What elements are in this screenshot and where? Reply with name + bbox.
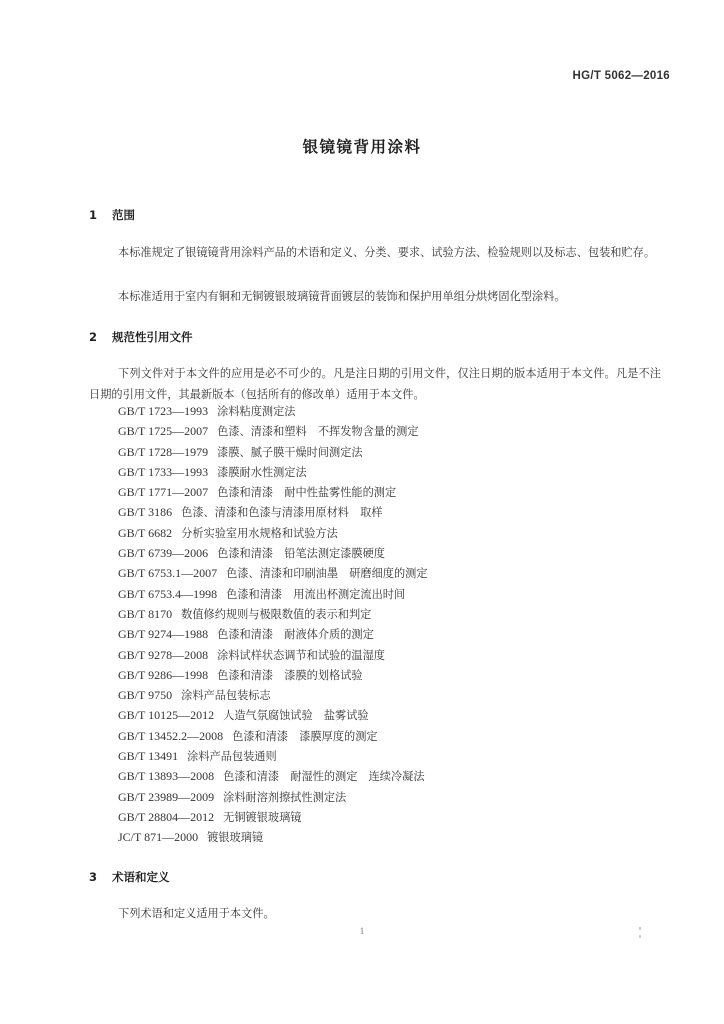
- reference-code: GB/T 6682: [118, 525, 173, 540]
- reference-item: [118, 584, 428, 604]
- reference-code: GB/T 28804—2012: [118, 809, 215, 824]
- reference-item: [118, 766, 428, 786]
- reference-code: GB/T 9750: [118, 688, 173, 703]
- scan-artifact: [639, 926, 641, 940]
- reference-code: GB/T 6753.4—1998: [118, 586, 218, 601]
- reference-title: 漆膜耐水性测定法: [217, 465, 307, 479]
- reference-item: [118, 685, 428, 705]
- section-number: 3: [89, 870, 98, 884]
- reference-item: [118, 726, 428, 746]
- reference-title: 涂料产品包装标志: [181, 689, 271, 703]
- reference-code: GB/T 6753.1—2007: [118, 566, 218, 581]
- reference-code: GB/T 1725—2007: [118, 424, 209, 439]
- reference-code: JC/T 871—2000: [118, 830, 199, 845]
- reference-code: GB/T 13893—2008: [118, 769, 215, 784]
- reference-code: GB/T 10125—2012: [118, 708, 215, 723]
- reference-item: [118, 645, 428, 665]
- reference-item: [118, 502, 428, 522]
- reference-title: 色漆、清漆和色漆与清漆用原材料 取样: [181, 506, 383, 520]
- scope-paragraph-1: 本标准规定了银镜镜背用涂料产品的术语和定义、分类、要求、试验方法、检验规则以及标志、包装和贮存。: [118, 246, 656, 259]
- reference-code: GB/T 8170: [118, 606, 173, 621]
- reference-item: [118, 401, 428, 421]
- reference-title: 色漆、清漆和塑料 不挥发物含量的测定: [217, 425, 419, 439]
- reference-title: 色漆和清漆 用流出杯测定流出时间: [226, 587, 406, 601]
- section-title: 范围: [112, 208, 135, 222]
- reference-list: [118, 401, 428, 848]
- reference-title: 涂料耐溶剂擦拭性测定法: [223, 790, 347, 804]
- reference-item: [118, 787, 428, 807]
- reference-title: 色漆、清漆和印刷油墨 研磨细度的测定: [226, 567, 428, 581]
- reference-code: GB/T 1733—1993: [118, 464, 209, 479]
- reference-item: [118, 746, 428, 766]
- document-code: HG/T 5062—2016: [572, 70, 670, 82]
- section-3-heading: [89, 869, 170, 885]
- reference-title: 涂料产品包装通则: [187, 750, 277, 764]
- terms-intro-paragraph: 下列术语和定义适用于本文件。: [118, 907, 275, 920]
- reference-item: [118, 604, 428, 624]
- section-title: 术语和定义: [112, 870, 170, 884]
- section-title: 规范性引用文件: [112, 330, 193, 344]
- section-number: 2: [89, 330, 98, 344]
- reference-code: GB/T 1771—2007: [118, 485, 209, 500]
- reference-title: 色漆和清漆 漆膜厚度的测定: [232, 729, 378, 743]
- reference-code: GB/T 9274—1988: [118, 627, 209, 642]
- reference-item: [118, 807, 428, 827]
- reference-title: 漆膜、腻子膜干燥时间测定法: [217, 445, 363, 459]
- reference-item: [118, 665, 428, 685]
- page-number: 1: [359, 926, 365, 936]
- scope-paragraph-2: 本标准适用于室内有铜和无铜镀银玻璃镜背面镀层的装饰和保护用单组分烘烤固化型涂料。: [118, 290, 566, 303]
- reference-item: [118, 543, 428, 563]
- reference-title: 涂料粘度测定法: [217, 405, 296, 418]
- reference-code: GB/T 3186: [118, 505, 173, 520]
- reference-code: GB/T 6739—2006: [118, 546, 209, 561]
- reference-item: [118, 462, 428, 482]
- reference-item: [118, 705, 428, 725]
- reference-item: [118, 827, 428, 847]
- reference-item: [118, 421, 428, 441]
- reference-title: 色漆和清漆 耐湿性的测定 连续冷凝法: [223, 770, 425, 784]
- reference-item: [118, 442, 428, 462]
- section-number: 1: [89, 208, 98, 222]
- section-2-heading: [89, 329, 193, 345]
- reference-title: 涂料试样状态调节和试验的温湿度: [217, 648, 385, 662]
- reference-code: GB/T 1723—1993: [118, 404, 209, 418]
- reference-item: [118, 563, 428, 583]
- reference-title: 镀银玻璃镜: [207, 831, 264, 845]
- reference-code: GB/T 9278—2008: [118, 647, 209, 662]
- reference-title: 人造气氛腐蚀试验 盐雾试验: [223, 709, 369, 723]
- reference-title: 色漆和清漆 耐中性盐雾性能的测定: [217, 486, 397, 500]
- reference-code: GB/T 9286—1998: [118, 667, 209, 682]
- document-title: 银镜镜背用涂料: [302, 138, 422, 156]
- reference-code: GB/T 23989—2009: [118, 789, 215, 804]
- reference-code: GB/T 13491: [118, 749, 179, 764]
- reference-item: [118, 523, 428, 543]
- normative-references-intro: 下列文件对于本文件的应用是必不可少的。凡是注日期的引用文件，仅注日期的版本适用于本文件。凡是不注日期的引用文件，其最新版本（包括所有的修改单）适用于本文件。: [89, 367, 661, 401]
- reference-code: GB/T 1728—1979: [118, 444, 209, 459]
- reference-title: 数值修约规则与极限数值的表示和判定: [181, 607, 372, 621]
- reference-title: 色漆和清漆 耐液体介质的测定: [217, 628, 374, 642]
- section-1-heading: [89, 207, 135, 223]
- reference-title: 分析实验室用水规格和试验方法: [181, 526, 338, 540]
- reference-item: [118, 624, 428, 644]
- reference-title: 色漆和清漆 铅笔法测定漆膜硬度: [217, 547, 385, 561]
- reference-item: [118, 482, 428, 502]
- reference-title: 色漆和清漆 漆膜的划格试验: [217, 668, 363, 682]
- reference-code: GB/T 13452.2—2008: [118, 728, 224, 743]
- reference-title: 无铜镀银玻璃镜: [223, 810, 302, 824]
